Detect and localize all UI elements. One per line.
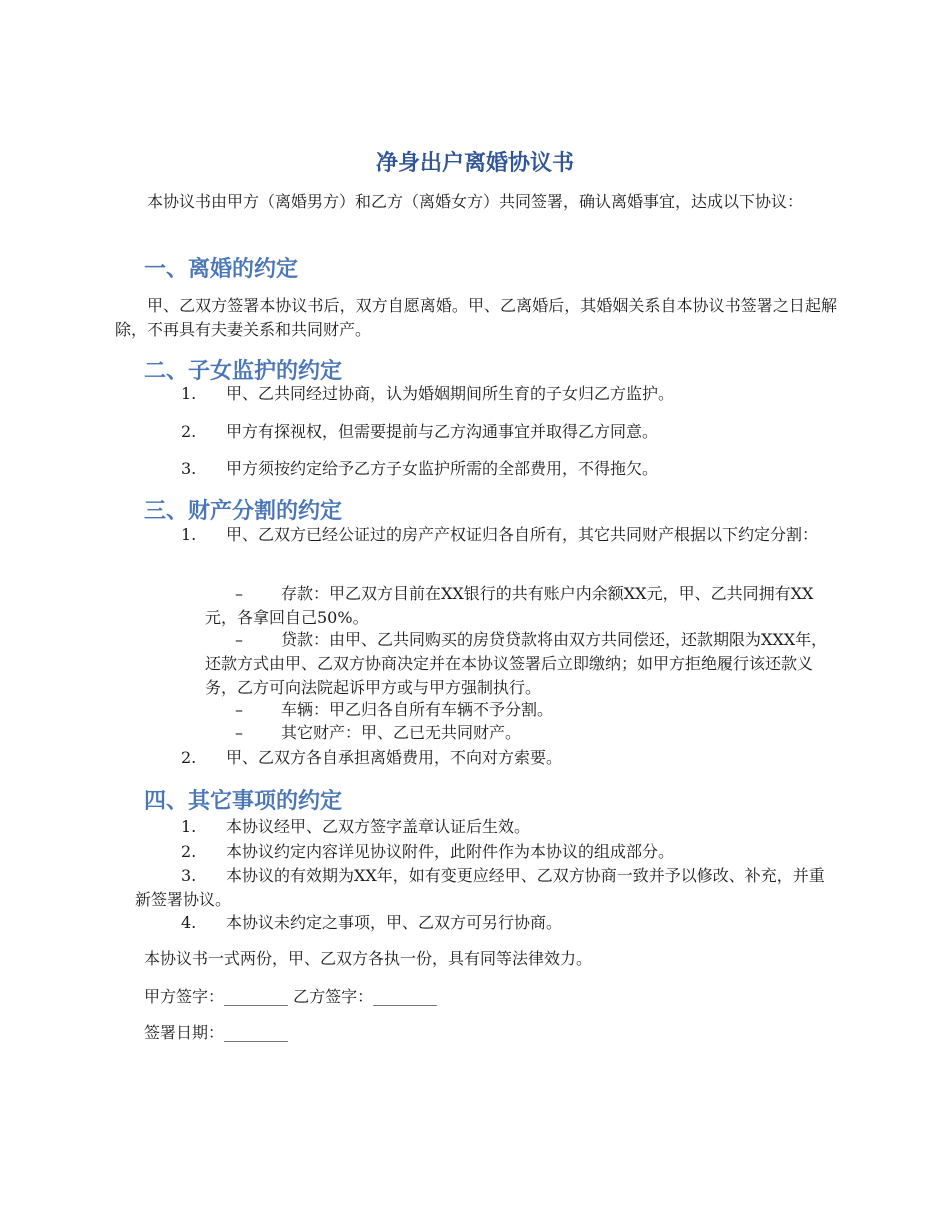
section-heading-other: 四、其它事项的约定 <box>144 789 343 814</box>
list-text: 甲、乙双方已经公证过的房产产权证归各自所有，其它共同财产根据以下约定分割： <box>226 525 819 544</box>
dash-bullet: – <box>235 584 243 603</box>
list-number: 2. <box>181 748 197 767</box>
list-text: 甲、乙共同经过协商，认为婚姻期间所生育的子女归乙方监护。 <box>226 384 675 403</box>
list-number: 1. <box>181 525 197 544</box>
section-heading-property: 三、财产分割的约定 <box>144 499 343 524</box>
dash-bullet: – <box>235 700 243 719</box>
list-number: 4. <box>181 913 197 932</box>
dash-bullet: – <box>235 630 243 649</box>
sub-item-deposit: 存款：甲乙双方目前在XX银行的共有账户内余额XX元，甲、乙共同拥有XX元，各拿回自己50%。 <box>205 584 814 627</box>
list-text: 甲方须按约定给予乙方子女监护所需的全部费用，不得拖欠。 <box>226 459 659 478</box>
sub-item-loan: 贷款：由甲、乙共同购买的房贷贷款将由双方共同偿还，还款期限为XXX年，还款方式由甲、乙双方协商决定并在本协议签署后立即缴纳；如甲方拒绝履行该还款义务，乙方可向法院起诉甲方或与甲方强制执行。 <box>205 630 828 697</box>
signing-date-line: 签署日期：________ <box>144 1023 289 1042</box>
list-text: 本协议经甲、乙双方签字盖章认证后生效。 <box>226 817 531 836</box>
sub-item-vehicle: 车辆：甲乙归各自所有车辆不予分割。 <box>281 700 554 719</box>
document-title: 净身出户离婚协议书 <box>375 151 574 176</box>
list-number: 2. <box>181 842 197 861</box>
divorce-paragraph: 甲、乙双方签署本协议书后，双方自愿离婚。甲、乙离婚后，其婚姻关系自本协议书签署之日起解除，不再具有夫妻关系和共同财产。 <box>115 296 837 339</box>
list-text: 本协议未约定之事项，甲、乙双方可另行协商。 <box>226 913 563 932</box>
list-text: 甲方有探视权，但需要提前与乙方沟通事宜并取得乙方同意。 <box>226 422 659 441</box>
list-number: 1. <box>181 817 197 836</box>
list-number: 2. <box>181 422 197 441</box>
closing-paragraph: 本协议书一式两份，甲、乙双方各执一份，具有同等法律效力。 <box>144 949 593 968</box>
list-number: 3. <box>181 866 197 885</box>
list-text: 本协议约定内容详见协议附件，此附件作为本协议的组成部分。 <box>226 842 675 861</box>
section-heading-custody: 二、子女监护的约定 <box>144 359 343 384</box>
list-number: 3. <box>181 459 197 478</box>
list-text: 甲、乙双方各自承担离婚费用，不向对方索要。 <box>226 748 563 767</box>
intro-paragraph: 本协议书由甲方（离婚男方）和乙方（离婚女方）共同签署，确认离婚事宜，达成以下协议： <box>147 192 804 211</box>
sub-item-other: 其它财产：甲、乙已无共同财产。 <box>281 723 522 742</box>
signature-line: 甲方签字：________ 乙方签字：________ <box>144 987 438 1006</box>
list-number: 1. <box>181 384 197 403</box>
section-heading-divorce: 一、离婚的约定 <box>144 257 299 282</box>
list-text: 本协议的有效期为XX年，如有变更应经甲、乙双方协商一致并予以修改、补充，并重新签署协议。 <box>135 866 825 909</box>
dash-bullet: – <box>235 723 243 742</box>
